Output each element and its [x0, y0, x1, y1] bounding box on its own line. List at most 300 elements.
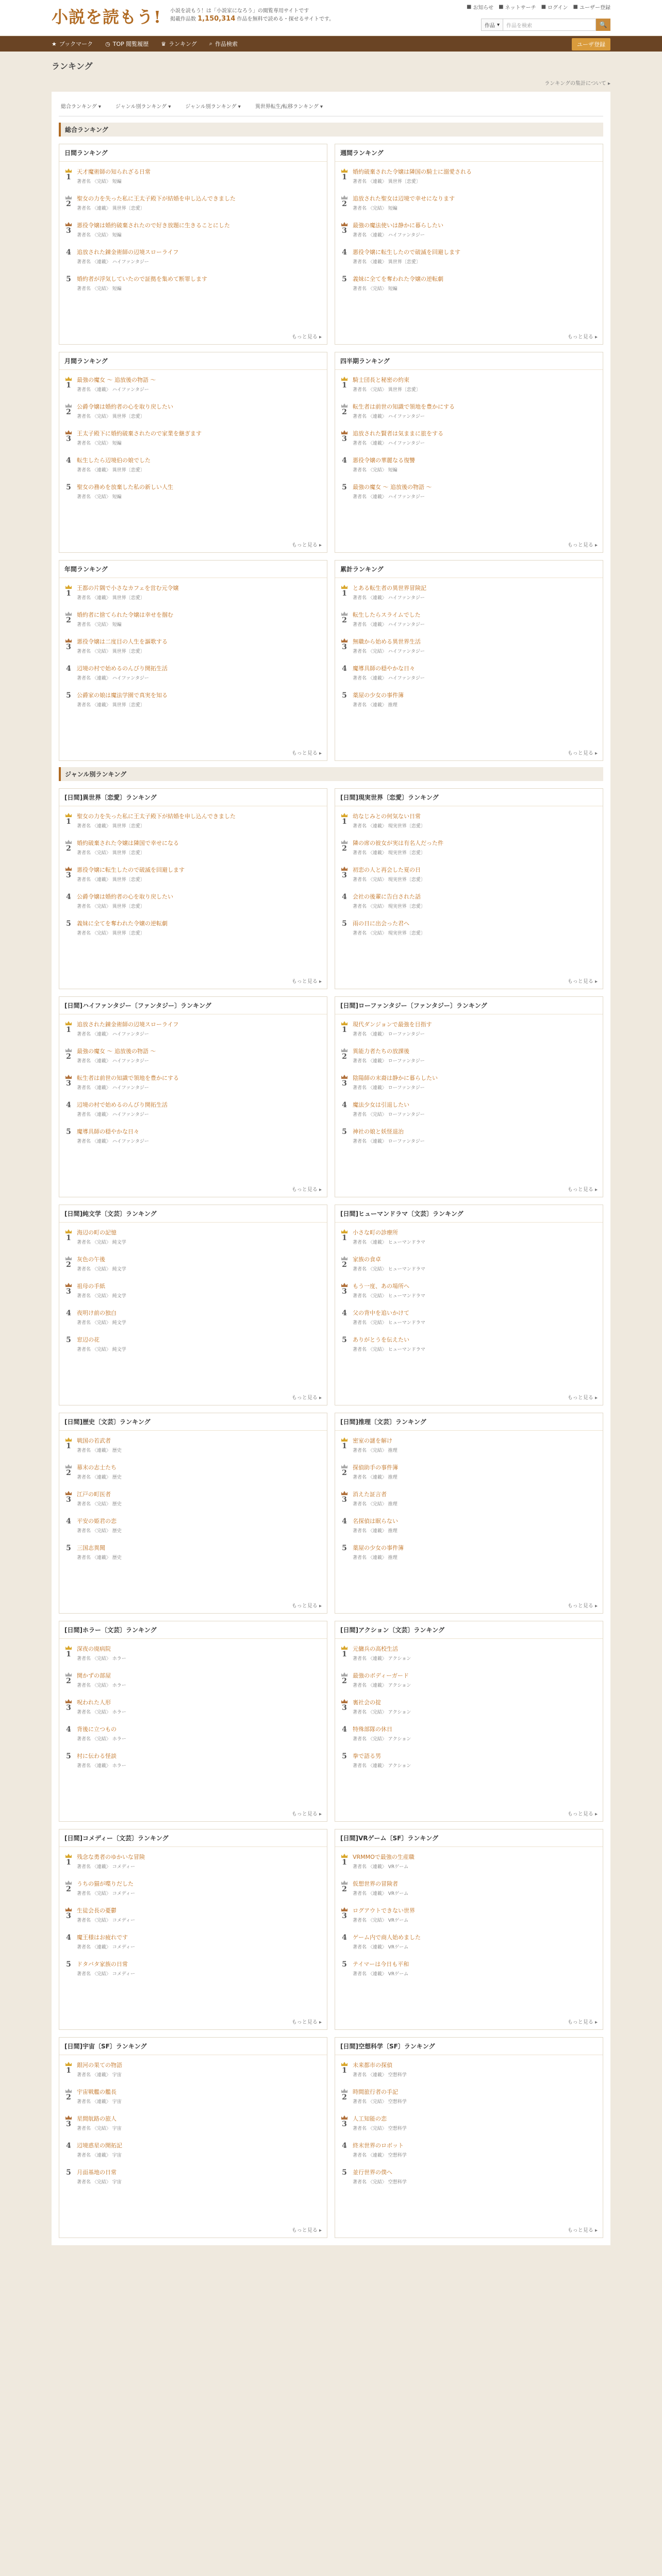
- novel-title-link[interactable]: 元傭兵の高校生活: [353, 1646, 398, 1652]
- novel-title-link[interactable]: 生徒会長の憂鬱: [77, 1907, 117, 1914]
- nav-ranking[interactable]: [161, 40, 197, 48]
- novel-title-link[interactable]: 無職から始める異世界生活: [353, 638, 421, 645]
- novel-title-link[interactable]: 消えた証言者: [353, 1491, 387, 1498]
- novel-meta: 著者名 〈連載〉 異世界〔恋愛〕: [77, 206, 145, 211]
- crown-icon: [341, 168, 348, 173]
- ranking-item: [64, 2085, 322, 2112]
- novel-title-link[interactable]: ありがとうを伝えたい: [353, 1336, 409, 1343]
- crown-icon: [341, 1074, 348, 1079]
- novel-title-link[interactable]: 裏社会の掟: [353, 1699, 381, 1706]
- more-link[interactable]: もっと見る ▸: [567, 1395, 598, 1401]
- novel-title-link[interactable]: 三国志異聞: [77, 1545, 105, 1551]
- novel-title-link[interactable]: 薬屋の少女の事件簿: [353, 692, 404, 699]
- ranking-item-body: [77, 222, 322, 242]
- ranking-card-title: 年間ランキング: [59, 561, 327, 578]
- ranking-item: [64, 1749, 322, 1776]
- crown-icon: [341, 1907, 348, 1912]
- ranking-item-body: [353, 1309, 598, 1330]
- novel-meta: 著者名 〈完結〉 空想科学: [353, 2180, 407, 2185]
- more-link[interactable]: もっと見る ▸: [291, 1395, 322, 1401]
- ranking-card: [335, 1205, 603, 1405]
- ranking-card: [335, 560, 603, 761]
- novel-title-link[interactable]: 拳で語る男: [353, 1753, 381, 1759]
- ranking-item: [64, 863, 322, 890]
- crown-icon: [65, 1047, 72, 1053]
- novel-title-link[interactable]: 転生したらスライムでした: [353, 612, 421, 618]
- rank-number: 5: [342, 1544, 347, 1552]
- novel-title-link[interactable]: 異能力者たちの放課後: [353, 1048, 409, 1055]
- novel-title-link[interactable]: 銀河の果ての物語: [77, 2062, 122, 2069]
- novel-meta: 著者名 〈完結〉 現実世界〔恋愛〕: [353, 904, 425, 909]
- novel-meta: 著者名 〈完結〉 推理: [353, 1502, 398, 1507]
- more-link[interactable]: もっと見る ▸: [567, 2228, 598, 2233]
- more-link[interactable]: もっと見る ▸: [567, 1603, 598, 1609]
- novel-title-link[interactable]: 騎士団長と秘密の約束: [353, 377, 409, 383]
- crown-icon: [341, 812, 348, 818]
- novel-title-link[interactable]: 婚約者が浮気していたので証拠を集めて断罪します: [77, 276, 207, 282]
- novel-title-link[interactable]: 転生者は前世の知識で領地を豊かにする: [77, 1075, 179, 1081]
- rank-badge: [340, 195, 349, 215]
- rank-number: 3: [342, 871, 347, 879]
- ranking-list: [59, 1639, 327, 1776]
- ranking-about-link[interactable]: ランキングの集計について ▸: [544, 81, 610, 87]
- rank-badge: [340, 1752, 349, 1773]
- ranking-item-body: [77, 1101, 322, 1122]
- novel-title-link[interactable]: 背後に立つもの: [77, 1726, 117, 1733]
- crown-icon: [65, 2061, 72, 2066]
- ranking-item: [340, 1850, 598, 1877]
- novel-title-link[interactable]: 幼なじみとの何気ない日常: [353, 813, 421, 820]
- novel-title-link[interactable]: 悪役令嬢に転生したので破滅を回避します: [77, 867, 185, 873]
- rank-badge: [340, 2061, 349, 2082]
- novel-title-link[interactable]: 村に伝わる怪談: [77, 1753, 117, 1759]
- novel-title-link[interactable]: 転生者は前世の知識で領地を豊かにする: [353, 403, 455, 410]
- novel-title-link[interactable]: 公爵令嬢は婚約者の心を取り戻したい: [77, 403, 173, 410]
- ranking-item: [64, 1461, 322, 1487]
- novel-title-link[interactable]: 月面基地の日常: [77, 2169, 117, 2176]
- rank-badge: [340, 1880, 349, 1901]
- rank-badge: [64, 893, 73, 913]
- ranking-item: [340, 917, 598, 943]
- ranking-item-body: [353, 1907, 598, 1927]
- crown-icon: [341, 839, 348, 844]
- novel-meta: 著者名 〈完結〉 ホラー: [77, 1737, 126, 1742]
- site-logo[interactable]: 小説を読もう!: [52, 7, 162, 27]
- novel-title-link[interactable]: 辺境の村で始めるのんびり開拓生活: [77, 1101, 168, 1108]
- ranking-item: [340, 1877, 598, 1904]
- crown-icon: [65, 2115, 72, 2120]
- novel-title-link[interactable]: 悪役令嬢は二度目の人生を謳歌する: [77, 638, 168, 645]
- toplink-login-label: ログイン: [548, 5, 568, 11]
- novel-title-link[interactable]: 聖女の力を失った私に王太子殿下が結婚を申し込んできました: [77, 813, 236, 820]
- ranking-item: [340, 688, 598, 715]
- novel-title-link[interactable]: 辺境の村で始めるのんびり開拓生活: [77, 665, 168, 672]
- ranking-item-body: [353, 1490, 598, 1511]
- rank-number: 4: [342, 1517, 347, 1526]
- rank-badge: [64, 483, 73, 504]
- rank-number: 3: [342, 435, 347, 443]
- rank-badge: [64, 1960, 73, 1981]
- ranking-card-title: [日間]宇宙〔SF〕ランキング: [59, 2038, 327, 2055]
- more-link[interactable]: もっと見る ▸: [291, 2020, 322, 2025]
- ranking-item: [64, 1434, 322, 1461]
- rank-number: 2: [342, 408, 347, 416]
- crown-icon: [341, 611, 348, 616]
- ranking-list: [335, 1431, 603, 1568]
- ranking-card-title: [日間]ヒューマンドラマ〔文芸〕ランキング: [335, 1205, 603, 1223]
- novel-title-link[interactable]: 陰陽師の末裔は静かに暮らしたい: [353, 1075, 438, 1081]
- novel-title-link[interactable]: 特殊部隊の休日: [353, 1726, 392, 1733]
- novel-title-link[interactable]: 最強のボディーガード: [353, 1672, 409, 1679]
- novel-title-link[interactable]: ドタバタ家族の日常: [77, 1961, 128, 1968]
- crown-icon: [65, 376, 72, 381]
- novel-title-link[interactable]: 雨の日に出会った君へ: [353, 920, 409, 927]
- novel-title-link[interactable]: 星間航路の旅人: [77, 2115, 117, 2122]
- site-tagline: [170, 7, 334, 23]
- more-link[interactable]: もっと見る ▸: [291, 1603, 322, 1609]
- rank-number: 5: [66, 483, 71, 492]
- rank-number: 5: [342, 1336, 347, 1344]
- filter-genre-1[interactable]: ジャンル別ランキング ▾: [115, 104, 171, 110]
- novel-title-link[interactable]: 父の背中を追いかけて: [353, 1310, 409, 1316]
- nav-register-button[interactable]: ユーザ登録: [572, 38, 610, 50]
- rank-number: 5: [66, 1752, 71, 1760]
- rank-number: 1: [342, 381, 347, 389]
- novel-title-link[interactable]: 婚約者に捨てられた令嬢は幸せを掴む: [77, 612, 173, 618]
- novel-title-link[interactable]: 初恋の人と再会した夏の日: [353, 867, 421, 873]
- rank-number: 4: [342, 2142, 347, 2150]
- nav-bookmark-label: ブックマーク: [59, 41, 93, 47]
- crown-icon: [65, 2088, 72, 2093]
- novel-meta: 著者名 〈連載〉 異世界〔恋愛〕: [77, 703, 145, 708]
- ranking-item: [340, 2058, 598, 2085]
- toplink-search[interactable]: ■ ネットサーチ: [499, 4, 536, 11]
- novel-title-link[interactable]: 悪役令嬢に転生したので破滅を回避します: [353, 249, 460, 256]
- rank-badge: [340, 812, 349, 833]
- rank-badge: [64, 1544, 73, 1565]
- more-link[interactable]: もっと見る ▸: [291, 1811, 322, 1817]
- ranking-card: [335, 1413, 603, 1614]
- ranking-item-body: [77, 584, 322, 605]
- more-link[interactable]: もっと見る ▸: [567, 543, 598, 548]
- novel-meta: 著者名 〈完結〉 純文学: [77, 1294, 126, 1299]
- rank-badge: [64, 168, 73, 189]
- novel-title-link[interactable]: 海辺の町の記憶: [77, 1229, 117, 1236]
- more-link[interactable]: もっと見る ▸: [567, 751, 598, 756]
- rank-number: 3: [342, 1287, 347, 1296]
- rank-badge: [64, 275, 73, 296]
- ranking-item-body: [77, 1752, 322, 1773]
- search-type-select[interactable]: [481, 19, 503, 31]
- ranking-item: [64, 400, 322, 427]
- novel-title-link[interactable]: 義妹に全てを奪われた令嬢の逆転劇: [353, 276, 443, 282]
- novel-meta: 著者名 〈完結〉 ホラー: [77, 1656, 126, 1662]
- ranking-item-body: [77, 1256, 322, 1276]
- novel-meta: 著者名 〈完結〉 短編: [77, 286, 122, 292]
- novel-title-link[interactable]: もう一度、あの場所へ: [353, 1283, 409, 1290]
- nav-search[interactable]: [209, 40, 238, 48]
- ranking-card: [59, 2037, 327, 2238]
- novel-title-link[interactable]: 婚約破棄された令嬢は隣国の騎士に溺愛される: [353, 168, 472, 175]
- more-link[interactable]: もっと見る ▸: [567, 979, 598, 985]
- novel-meta: 著者名 〈完結〉 歴史: [77, 1529, 122, 1534]
- novel-title-link[interactable]: 夜明け前の独白: [77, 1310, 117, 1316]
- crown-icon: [65, 866, 72, 871]
- rank-badge: [340, 1544, 349, 1565]
- rank-number: 1: [66, 1234, 71, 1242]
- more-link[interactable]: もっと見る ▸: [291, 334, 322, 340]
- novel-title-link[interactable]: 転生したら辺境伯の娘でした: [77, 457, 151, 464]
- rank-number: 4: [66, 1725, 71, 1734]
- novel-meta: 著者名 〈連載〉 異世界〔恋愛〕: [353, 260, 421, 265]
- novel-title-link[interactable]: 家族の食卓: [353, 1256, 381, 1263]
- crown-icon: [65, 1437, 72, 1442]
- novel-title-link[interactable]: 小さな町の診療所: [353, 1229, 398, 1236]
- rank-number: 4: [342, 1934, 347, 1942]
- novel-title-link[interactable]: 最強の魔女 ～ 追放後の物語 ～: [353, 484, 432, 490]
- novel-title-link[interactable]: 公爵家の娘は魔法学園で真実を知る: [77, 692, 168, 699]
- ranking-item: [340, 1642, 598, 1669]
- novel-meta: 著者名 〈連載〉 異世界〔恋愛〕: [77, 596, 145, 601]
- toplink-login[interactable]: ■ ログイン: [541, 4, 568, 11]
- ranking-item-body: [77, 1282, 322, 1303]
- novel-title-link[interactable]: 現代ダンジョンで最強を目指す: [353, 1021, 432, 1028]
- novel-title-link[interactable]: 密室の謎を解け: [353, 1437, 392, 1444]
- novel-title-link[interactable]: 追放された聖女は辺境で幸せになります: [353, 195, 455, 202]
- novel-title-link[interactable]: とある転生者の異世界冒険記: [353, 585, 426, 591]
- section-title: ジャンル別ランキング: [59, 767, 603, 781]
- rank-badge: [340, 403, 349, 423]
- ranking-item-body: [353, 920, 598, 940]
- rank-number: 5: [342, 920, 347, 928]
- novel-meta: 著者名 〈連載〉 推理: [353, 1555, 398, 1561]
- novel-title-link[interactable]: 江戸の町医者: [77, 1491, 111, 1498]
- novel-title-link[interactable]: うちの猫が喋りだした: [77, 1880, 134, 1887]
- novel-title-link[interactable]: 幕末の志士たち: [77, 1464, 117, 1471]
- novel-title-link[interactable]: 人工知能の恋: [353, 2115, 387, 2122]
- ranking-item-body: [353, 1853, 598, 1874]
- novel-title-link[interactable]: 義妹に全てを奪われた令嬢の逆転劇: [77, 920, 168, 927]
- novel-title-link[interactable]: 追放された錬金術師の辺境スローライフ: [77, 1021, 179, 1028]
- ranking-card: [59, 1621, 327, 1822]
- novel-title-link[interactable]: 魔導具師の穏やかな日々: [77, 1128, 139, 1135]
- ranking-list: [59, 578, 327, 715]
- rank-badge: [340, 1128, 349, 1148]
- novel-title-link[interactable]: 公爵令嬢は婚約者の心を取り戻したい: [77, 893, 173, 900]
- ranking-item-body: [353, 2061, 598, 2082]
- ranking-item: [340, 1487, 598, 1514]
- nav-bookmark[interactable]: [52, 40, 93, 48]
- novel-title-link[interactable]: 追放された錬金術師の辺境スローライフ: [77, 249, 179, 256]
- ranking-item: [64, 1696, 322, 1722]
- ranking-item-body: [353, 866, 598, 887]
- ranking-list: [59, 2055, 327, 2192]
- ranking-item-body: [77, 2088, 322, 2109]
- novel-title-link[interactable]: 平安の姫君の恋: [77, 1518, 117, 1524]
- novel-title-link[interactable]: 隣の席の彼女が実は有名人だった件: [353, 840, 443, 846]
- novel-title-link[interactable]: 最強の魔女 ～ 追放後の物語 ～: [77, 1048, 156, 1055]
- ranking-item-body: [353, 403, 598, 423]
- ranking-item-body: [353, 638, 598, 658]
- novel-meta: 著者名 〈連載〉 ローファンタジー: [353, 1032, 425, 1037]
- ranking-item-body: [77, 195, 322, 215]
- ranking-item: [340, 1904, 598, 1930]
- rank-number: 1: [66, 818, 71, 826]
- novel-title-link[interactable]: 時間旅行者の手記: [353, 2089, 398, 2095]
- tagline-line2: [170, 15, 334, 23]
- novel-title-link[interactable]: 終末世界のロボット: [353, 2142, 404, 2149]
- novel-title-link[interactable]: 悪役令嬢の華麗なる復讐: [353, 457, 415, 464]
- novel-title-link[interactable]: 王太子殿下に婚約破棄されたので家業を継ぎます: [77, 430, 202, 437]
- ranking-item-body: [77, 403, 322, 423]
- rank-number: 1: [342, 173, 347, 181]
- rank-number: 5: [342, 483, 347, 492]
- rank-number: 3: [66, 1704, 71, 1712]
- rank-number: 2: [342, 200, 347, 208]
- novel-title-link[interactable]: 開かずの部屋: [77, 1672, 111, 1679]
- ranking-item-body: [77, 1128, 322, 1148]
- ranking-item: [64, 245, 322, 272]
- ranking-item-body: [77, 1960, 322, 1981]
- rank-number: 3: [66, 1496, 71, 1504]
- novel-title-link[interactable]: 残念な勇者のゆかいな冒険: [77, 1854, 145, 1860]
- novel-title-link[interactable]: 最強の魔女 ～ 追放後の物語 ～: [77, 377, 156, 383]
- rank-badge: [340, 1074, 349, 1095]
- novel-title-link[interactable]: 祖母の手紙: [77, 1283, 105, 1290]
- ranking-card: [335, 996, 603, 1197]
- novel-meta: 著者名 〈完結〉 コメディー: [77, 1972, 136, 1977]
- ranking-list: [335, 1639, 603, 1776]
- crown-icon: [341, 1464, 348, 1469]
- nav-history[interactable]: [105, 40, 148, 48]
- novel-meta: 著者名 〈完結〉 コメディー: [77, 1918, 136, 1923]
- novel-title-link[interactable]: テイマーは今日も平和: [353, 1961, 409, 1968]
- ranking-item: [340, 480, 598, 507]
- novel-title-link[interactable]: ゲーム内で商人始めました: [353, 1934, 421, 1941]
- novel-title-link[interactable]: 未来都市の探偵: [353, 2062, 392, 2069]
- novel-meta: 著者名 〈完結〉 ホラー: [77, 1683, 126, 1688]
- rank-badge: [64, 1256, 73, 1276]
- novel-meta: 著者名 〈連載〉 空想科学: [353, 2153, 407, 2158]
- novel-title-link[interactable]: 追放された賢者は気ままに旅をする: [353, 430, 443, 437]
- rank-badge: [64, 866, 73, 887]
- filter-isekai[interactable]: 異世界転生/転移ランキング ▾: [255, 104, 323, 110]
- novel-title-link[interactable]: 王都の片隅で小さなカフェを営む元令嬢: [77, 585, 179, 591]
- novel-title-link[interactable]: 悪役令嬢は婚約破棄されたので好き放題に生きることにした: [77, 222, 230, 229]
- novel-meta: 著者名 〈連載〉 ホラー: [77, 1764, 126, 1769]
- novel-title-link[interactable]: ログアウトできない世界: [353, 1907, 415, 1914]
- novel-title-link[interactable]: 仮想世界の冒険者: [353, 1880, 398, 1887]
- ranking-item: [340, 2085, 598, 2112]
- toplink-register[interactable]: ■ ユーザー登録: [573, 4, 610, 11]
- novel-title-link[interactable]: 宇宙戦艦の艦長: [77, 2089, 117, 2095]
- novel-title-link[interactable]: 灰色の午後: [77, 1256, 105, 1263]
- more-link[interactable]: もっと見る ▸: [567, 334, 598, 340]
- rank-badge: [64, 1101, 73, 1122]
- more-link[interactable]: もっと見る ▸: [291, 751, 322, 756]
- more-link[interactable]: もっと見る ▸: [291, 543, 322, 548]
- ranking-item: [64, 688, 322, 715]
- ranking-card-title: [日間]VRゲーム〔SF〕ランキング: [335, 1829, 603, 1847]
- crown-icon: [341, 1229, 348, 1234]
- more-link[interactable]: もっと見る ▸: [291, 979, 322, 985]
- novel-title-link[interactable]: 並行世界の僕へ: [353, 2169, 392, 2176]
- novel-meta: 著者名 〈完結〉 純文学: [77, 1320, 126, 1326]
- novel-title-link[interactable]: 天才魔術師の知られざる日常: [77, 168, 151, 175]
- novel-title-link[interactable]: 魔王様はお疲れです: [77, 1934, 128, 1941]
- novel-title-link[interactable]: 会社の後輩に告白された話: [353, 893, 421, 900]
- novel-title-link[interactable]: 魔導具師の穏やかな日々: [353, 665, 415, 672]
- more-link[interactable]: もっと見る ▸: [567, 1811, 598, 1817]
- rank-badge: [64, 1282, 73, 1303]
- novel-title-link[interactable]: 探偵助手の事件簿: [353, 1464, 398, 1471]
- novel-title-link[interactable]: 名探偵は眠らない: [353, 1518, 398, 1524]
- toplink-news[interactable]: ■ お知らせ: [466, 4, 494, 11]
- more-link[interactable]: もっと見る ▸: [567, 2020, 598, 2025]
- ranking-card: [59, 352, 327, 553]
- toplink-register-label: ユーザー登録: [580, 5, 610, 11]
- rank-number: 5: [342, 1128, 347, 1136]
- novel-title-link[interactable]: 魔法少女は引退したい: [353, 1101, 409, 1108]
- novel-title-link[interactable]: 婚約破棄された令嬢は隣国で幸せになる: [77, 840, 179, 846]
- novel-title-link[interactable]: 最強の魔法使いは静かに暮らしたい: [353, 222, 443, 229]
- novel-title-link[interactable]: 神社の娘と妖怪退治: [353, 1128, 404, 1135]
- ranking-item: [340, 1125, 598, 1151]
- filter-genre-2[interactable]: ジャンル別ランキング ▾: [185, 104, 241, 110]
- ranking-card: [59, 1205, 327, 1405]
- ranking-list: [335, 1223, 603, 1360]
- search-input[interactable]: 作品を検索: [503, 19, 596, 31]
- toplink-search-label: ネットサーチ: [505, 5, 536, 11]
- novel-title-link[interactable]: 聖女の務めを放棄した私の新しい人生: [77, 484, 173, 490]
- novel-title-link[interactable]: 薬屋の少女の事件簿: [353, 1545, 404, 1551]
- site-header: [0, 0, 662, 36]
- ranking-item: [64, 453, 322, 480]
- rank-badge: [340, 2142, 349, 2162]
- toplink-news-label: お知らせ: [473, 5, 494, 11]
- work-count: 1,150,314: [197, 15, 236, 23]
- ranking-card: [335, 788, 603, 989]
- more-link[interactable]: もっと見る ▸: [291, 2228, 322, 2233]
- rank-badge: [340, 1101, 349, 1122]
- crown-icon: [341, 1880, 348, 1885]
- novel-title-link[interactable]: 深夜の廃病院: [77, 1646, 111, 1652]
- novel-title-link[interactable]: 辺境惑星の開拓記: [77, 2142, 122, 2149]
- rank-number: 3: [342, 1496, 347, 1504]
- rank-badge: [340, 1464, 349, 1484]
- novel-title-link[interactable]: 戦国の若武者: [77, 1437, 111, 1444]
- rank-number: 4: [66, 456, 71, 465]
- main-nav: [0, 36, 662, 52]
- rank-badge: [64, 1645, 73, 1666]
- ranking-card: [59, 788, 327, 989]
- rank-number: 1: [66, 381, 71, 389]
- novel-title-link[interactable]: 聖女の力を失った私に王太子殿下が結婚を申し込んできました: [77, 195, 236, 202]
- novel-meta: 著者名 〈連載〉 ローファンタジー: [353, 1139, 425, 1144]
- novel-title-link[interactable]: 呪われた人形: [77, 1699, 111, 1706]
- ranking-item-body: [77, 2168, 322, 2189]
- search-button[interactable]: 🔍: [596, 19, 610, 31]
- novel-title-link[interactable]: VRMMOで最強の生産職: [353, 1854, 415, 1860]
- more-link[interactable]: もっと見る ▸: [291, 1187, 322, 1193]
- novel-title-link[interactable]: 窓辺の花: [77, 1336, 100, 1343]
- ranking-item: [340, 1957, 598, 1984]
- filter-overall[interactable]: 総合ランキング ▾: [61, 104, 101, 110]
- rank-badge: [340, 168, 349, 189]
- ranking-card-title: 四半期ランキング: [335, 352, 603, 370]
- more-link[interactable]: もっと見る ▸: [567, 1187, 598, 1193]
- rank-badge: [340, 430, 349, 450]
